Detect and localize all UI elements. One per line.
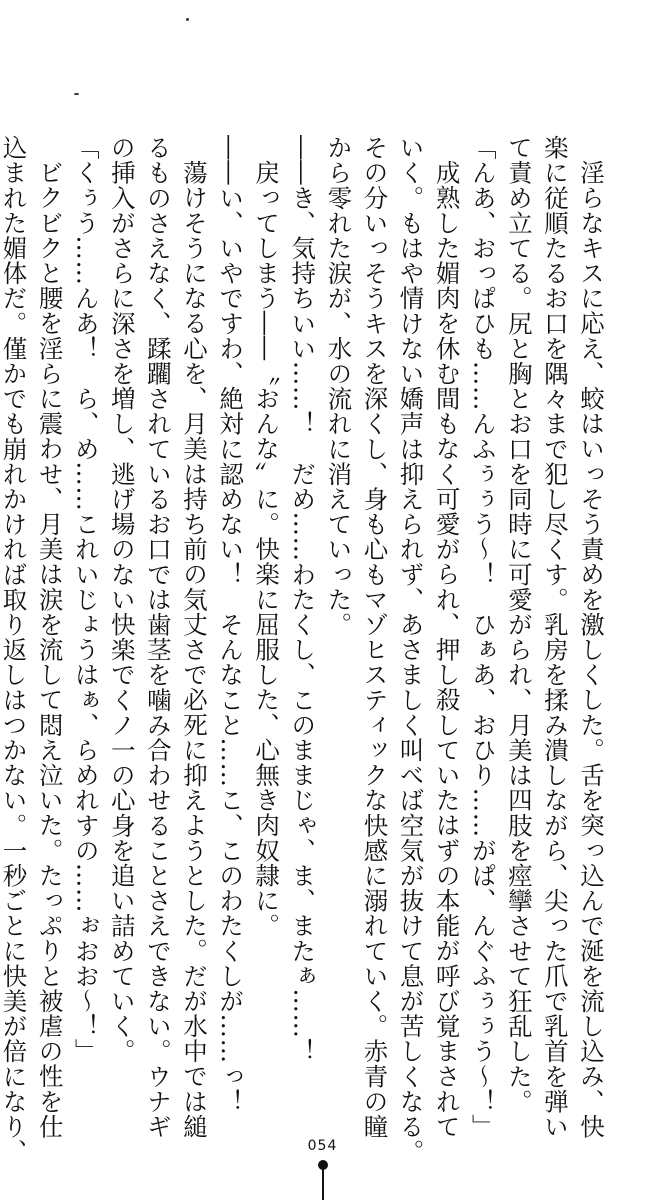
text-line-11: ――い、いやですわ、絶対に認めない！ そんなこと……こ、このわたくしが……っ！ xyxy=(216,135,246,1114)
page-marker-line xyxy=(322,1168,324,1200)
text-line-8: から零れた涙が、水の流れに消えていった。 xyxy=(324,135,354,637)
text-line-16: ビクビクと腰を淫らに震わせ、月美は涙を流して悶え泣いた。たっぷりと被虐の性を仕 xyxy=(35,159,65,1139)
text-line-17: 込まれた媚体だ。僅かでも崩れかければ取り返しはつかない。一秒ごとに快美が倍になり、 xyxy=(0,135,29,1165)
text-line-4: 「んあ、おっぱひも……んふぅぅう～！ ひぁあ、おひり……がぱ、んぐふぅぅう～！」 xyxy=(468,135,498,1139)
scan-speck xyxy=(186,18,189,21)
text-line-13: るものさえなく、蹂躙されているお口では歯茎を噛み合わせることさえできない。ウナギ xyxy=(143,135,173,1139)
scan-speck xyxy=(74,93,79,95)
page-number: 054 xyxy=(307,1138,338,1154)
text-line-7: その分いっそうキスを深くし、身も心もマゾヒスティックな快感に溺れていく。赤青の瞳 xyxy=(360,135,390,1139)
text-line-1: 淫らなキスに応え、蛟はいっそう責めを激しくした。舌を突っ込んで涎を流し込み、快 xyxy=(577,159,606,1139)
text-line-2: 楽に従順たるお口を隅々まで犯し尽くす。乳房を揉み潰しながら、尖った爪で乳首を弾い xyxy=(540,135,570,1139)
text-line-10: 戻ってしまう――〝おんな〟に。快楽に屈服した、心無き肉奴隷に。 xyxy=(252,159,282,938)
text-line-9: ――き、気持ちいい……！ だめ……わたくし、このままじゃ、ま、またぁ……！ xyxy=(288,135,318,1064)
text-line-15: 「くぅう……んあ！ ら、め……これいじょうはぁ、らめれすの……ぉおお～！」 xyxy=(71,135,101,1064)
text-line-12: 蕩けそうになる心を、月美は持ち前の気丈さで必死に抑えようとした。だが水中では縋 xyxy=(179,159,209,1139)
text-line-14: の挿入がさらに深さを増し、逃げ場のない快楽でくノ一の心身を追い詰めていく。 xyxy=(107,135,137,1064)
text-line-6: いく。もはや情けない嬌声は抑えられず、あさましく叫べば空気が抜けて息が苦しくなる。 xyxy=(396,135,426,1165)
text-line-5: 成熟した媚肉を休む間もなく可愛がられ、押し殺していたはずの本能が呼び覚まされて xyxy=(432,159,462,1139)
text-line-3: て責め立てる。尻と胸とお口を同時に可愛がられ、月美は四肢を痙攣させて狂乱した。 xyxy=(504,135,534,1114)
